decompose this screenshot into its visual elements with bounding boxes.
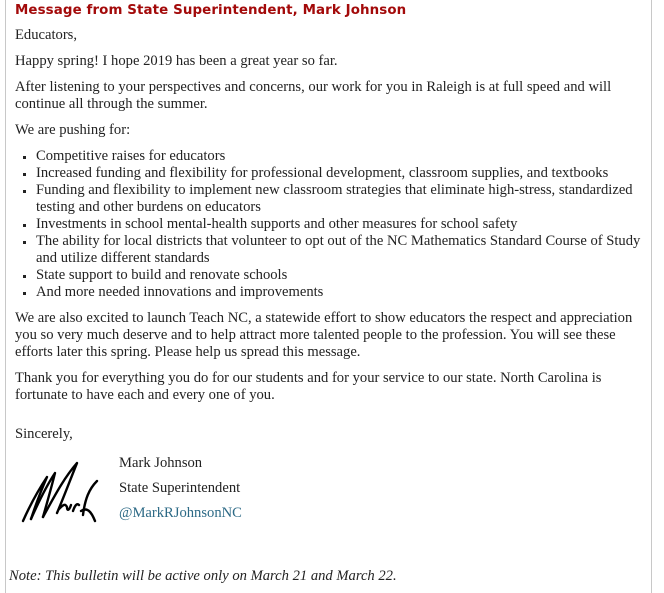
signoff: Sincerely, — [15, 426, 73, 442]
list-item: The ability for local districts that volunteer to opt out of the NC Mathematics Standard Course of Study and utilize different standards — [36, 233, 651, 267]
message-panel — [5, 0, 652, 593]
salutation: Educators, — [15, 27, 78, 43]
signature-block — [15, 426, 651, 521]
list-item: State support to build and renovate schools — [36, 267, 651, 284]
paragraph-intro: Happy spring! I hope 2019 has been a great year so far. — [15, 53, 338, 69]
priorities-list — [15, 148, 651, 301]
bulletin-note: Note: This bulletin will be active only on March 21 and March 22. — [9, 568, 397, 584]
paragraph-teach-nc: We are also excited to launch Teach NC, a statewide effort to show educators the respect and appreciation you so very much deserve and to help attract more talented people to the profession. You will see these efforts later this spring. Please help us spread this message. — [15, 310, 633, 360]
paragraph-raleigh: After listening to your perspectives and concerns, our work for you in Raleigh is at full speed and will continue all through the summer. — [15, 79, 612, 112]
paragraph-pushing-for: We are pushing for: — [15, 122, 131, 138]
signer-role: State Superintendent — [119, 480, 241, 496]
message-title: Message from State Superintendent, Mark Johnson — [15, 3, 407, 18]
twitter-handle-link[interactable]: @MarkRJohnsonNC — [119, 505, 242, 521]
list-item: Funding and flexibility to implement new classroom strategies that eliminate high-stress, standardized testing and other burdens on educators — [36, 182, 651, 216]
signer-name: Mark Johnson — [119, 455, 203, 471]
paragraph-thank-you: Thank you for everything you do for our students and for your service to our state. North Carolina is fortunate to have each and every one of you. — [15, 370, 602, 403]
list-item: Increased funding and flexibility for professional development, classroom supplies, and textbooks — [36, 165, 651, 182]
list-item: Investments in school mental-health supports and other measures for school safety — [36, 216, 651, 233]
list-item: Competitive raises for educators — [36, 148, 651, 165]
signature-icon — [17, 459, 109, 529]
list-item: And more needed innovations and improvements — [36, 284, 651, 301]
signature-details — [119, 451, 242, 526]
